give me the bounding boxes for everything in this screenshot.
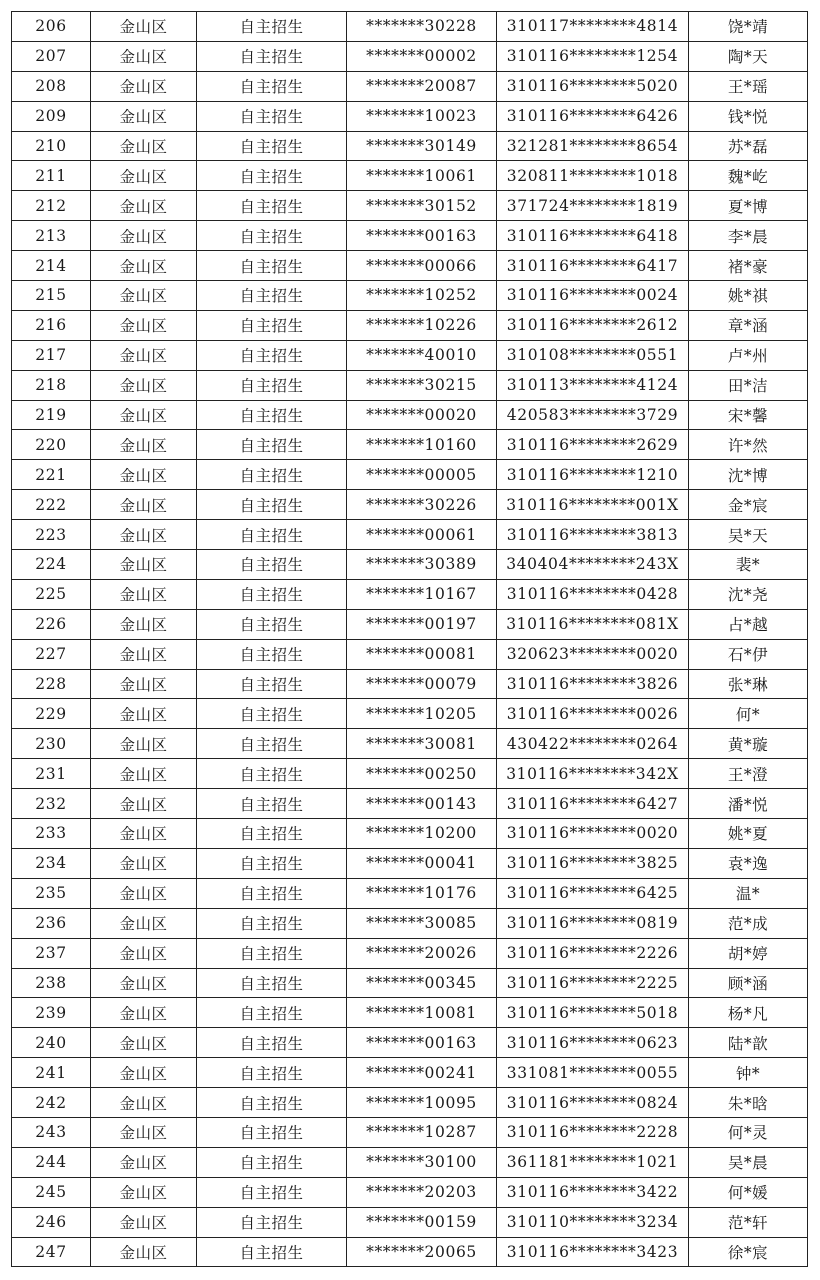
cell-name: 裴*	[689, 550, 808, 580]
cell-sequence-number: 221	[12, 460, 91, 490]
table-row	[12, 968, 808, 998]
table-row	[12, 1237, 808, 1267]
table-row	[12, 848, 808, 878]
cell-id-card: 310116********3423	[497, 1237, 689, 1267]
cell-id-card: 310117********4814	[497, 12, 689, 42]
cell-name: 钟*	[689, 1058, 808, 1088]
cell-exam-id: *******00197	[347, 609, 497, 639]
cell-sequence-number: 222	[12, 490, 91, 520]
cell-id-card: 310116********342X	[497, 759, 689, 789]
cell-admission-type: 自主招生	[197, 430, 347, 460]
cell-id-card: 310116********0020	[497, 819, 689, 849]
cell-name: 石*伊	[689, 639, 808, 669]
cell-district: 金山区	[91, 938, 197, 968]
cell-admission-type: 自主招生	[197, 191, 347, 221]
admission-list-table	[11, 11, 808, 1267]
cell-id-card: 310116********6417	[497, 251, 689, 281]
cell-name: 饶*靖	[689, 12, 808, 42]
cell-admission-type: 自主招生	[197, 71, 347, 101]
cell-district: 金山区	[91, 878, 197, 908]
cell-sequence-number: 220	[12, 430, 91, 460]
cell-admission-type: 自主招生	[197, 1058, 347, 1088]
table-row	[12, 460, 808, 490]
cell-id-card: 310116********0819	[497, 908, 689, 938]
table-row	[12, 669, 808, 699]
cell-admission-type: 自主招生	[197, 131, 347, 161]
cell-sequence-number: 243	[12, 1117, 91, 1147]
cell-district: 金山区	[91, 968, 197, 998]
table-row	[12, 998, 808, 1028]
cell-district: 金山区	[91, 1177, 197, 1207]
cell-district: 金山区	[91, 131, 197, 161]
cell-name: 苏*磊	[689, 131, 808, 161]
cell-admission-type: 自主招生	[197, 370, 347, 400]
cell-sequence-number: 226	[12, 609, 91, 639]
cell-sequence-number: 238	[12, 968, 91, 998]
cell-sequence-number: 219	[12, 400, 91, 430]
cell-name: 章*涵	[689, 310, 808, 340]
cell-district: 金山区	[91, 1207, 197, 1237]
cell-exam-id: *******10252	[347, 281, 497, 311]
cell-district: 金山区	[91, 12, 197, 42]
cell-exam-id: *******10160	[347, 430, 497, 460]
cell-sequence-number: 240	[12, 1028, 91, 1058]
cell-name: 胡*婷	[689, 938, 808, 968]
cell-district: 金山区	[91, 1028, 197, 1058]
table-row	[12, 699, 808, 729]
cell-sequence-number: 213	[12, 221, 91, 251]
table-row	[12, 191, 808, 221]
cell-id-card: 310116********001X	[497, 490, 689, 520]
cell-admission-type: 自主招生	[197, 1147, 347, 1177]
cell-id-card: 310116********0824	[497, 1088, 689, 1118]
cell-id-card: 310116********2228	[497, 1117, 689, 1147]
cell-id-card: 320811********1018	[497, 161, 689, 191]
cell-name: 卢*州	[689, 340, 808, 370]
cell-name: 王*澄	[689, 759, 808, 789]
cell-name: 陆*歆	[689, 1028, 808, 1058]
cell-district: 金山区	[91, 1147, 197, 1177]
cell-district: 金山区	[91, 579, 197, 609]
cell-admission-type: 自主招生	[197, 221, 347, 251]
cell-admission-type: 自主招生	[197, 609, 347, 639]
table-row	[12, 71, 808, 101]
cell-id-card: 310108********0551	[497, 340, 689, 370]
cell-admission-type: 自主招生	[197, 251, 347, 281]
cell-admission-type: 自主招生	[197, 281, 347, 311]
cell-name: 温*	[689, 878, 808, 908]
cell-exam-id: *******10205	[347, 699, 497, 729]
cell-id-card: 310116********3813	[497, 520, 689, 550]
table-row	[12, 908, 808, 938]
cell-id-card: 310116********6426	[497, 101, 689, 131]
cell-exam-id: *******30149	[347, 131, 497, 161]
cell-district: 金山区	[91, 609, 197, 639]
cell-sequence-number: 229	[12, 699, 91, 729]
cell-sequence-number: 212	[12, 191, 91, 221]
cell-id-card: 310110********3234	[497, 1207, 689, 1237]
cell-admission-type: 自主招生	[197, 639, 347, 669]
cell-id-card: 310116********6427	[497, 789, 689, 819]
cell-district: 金山区	[91, 191, 197, 221]
cell-name: 袁*逸	[689, 848, 808, 878]
table-row	[12, 1028, 808, 1058]
cell-district: 金山区	[91, 550, 197, 580]
cell-id-card: 310116********2612	[497, 310, 689, 340]
cell-admission-type: 自主招生	[197, 161, 347, 191]
cell-id-card: 340404********243X	[497, 550, 689, 580]
cell-exam-id: *******30228	[347, 12, 497, 42]
cell-id-card: 371724********1819	[497, 191, 689, 221]
cell-name: 占*越	[689, 609, 808, 639]
table-row	[12, 789, 808, 819]
cell-name: 何*媛	[689, 1177, 808, 1207]
cell-district: 金山区	[91, 430, 197, 460]
table-row	[12, 101, 808, 131]
table-row	[12, 490, 808, 520]
table-row	[12, 1177, 808, 1207]
cell-admission-type: 自主招生	[197, 878, 347, 908]
cell-sequence-number: 232	[12, 789, 91, 819]
table-row	[12, 161, 808, 191]
cell-sequence-number: 214	[12, 251, 91, 281]
cell-id-card: 310116********0024	[497, 281, 689, 311]
cell-admission-type: 自主招生	[197, 1177, 347, 1207]
cell-exam-id: *******30215	[347, 370, 497, 400]
cell-admission-type: 自主招生	[197, 101, 347, 131]
cell-exam-id: *******40010	[347, 340, 497, 370]
cell-exam-id: *******00081	[347, 639, 497, 669]
cell-sequence-number: 247	[12, 1237, 91, 1267]
cell-id-card: 310116********0428	[497, 579, 689, 609]
table-row	[12, 609, 808, 639]
table-row	[12, 221, 808, 251]
table-row	[12, 1058, 808, 1088]
table-row	[12, 520, 808, 550]
cell-admission-type: 自主招生	[197, 340, 347, 370]
cell-name: 朱*晗	[689, 1088, 808, 1118]
cell-district: 金山区	[91, 370, 197, 400]
table-row	[12, 579, 808, 609]
cell-admission-type: 自主招生	[197, 550, 347, 580]
table-row	[12, 550, 808, 580]
cell-name: 沈*博	[689, 460, 808, 490]
cell-exam-id: *******20087	[347, 71, 497, 101]
cell-name: 魏*屹	[689, 161, 808, 191]
cell-id-card: 310116********2225	[497, 968, 689, 998]
cell-sequence-number: 208	[12, 71, 91, 101]
cell-name: 范*成	[689, 908, 808, 938]
cell-sequence-number: 215	[12, 281, 91, 311]
cell-sequence-number: 227	[12, 639, 91, 669]
cell-name: 何*	[689, 699, 808, 729]
cell-name: 姚*祺	[689, 281, 808, 311]
cell-district: 金山区	[91, 71, 197, 101]
table-row	[12, 1207, 808, 1237]
cell-id-card: 310116********5020	[497, 71, 689, 101]
cell-name: 吴*晨	[689, 1147, 808, 1177]
cell-district: 金山区	[91, 460, 197, 490]
cell-exam-id: *******00061	[347, 520, 497, 550]
cell-sequence-number: 224	[12, 550, 91, 580]
cell-district: 金山区	[91, 520, 197, 550]
cell-exam-id: *******00079	[347, 669, 497, 699]
table-row	[12, 1117, 808, 1147]
cell-id-card: 310116********6425	[497, 878, 689, 908]
cell-district: 金山区	[91, 340, 197, 370]
cell-district: 金山区	[91, 161, 197, 191]
cell-id-card: 310116********0623	[497, 1028, 689, 1058]
cell-sequence-number: 244	[12, 1147, 91, 1177]
cell-id-card: 310116********3825	[497, 848, 689, 878]
cell-district: 金山区	[91, 310, 197, 340]
cell-name: 张*琳	[689, 669, 808, 699]
cell-exam-id: *******10176	[347, 878, 497, 908]
cell-sequence-number: 218	[12, 370, 91, 400]
cell-exam-id: *******30389	[347, 550, 497, 580]
table-row	[12, 729, 808, 759]
cell-admission-type: 自主招生	[197, 669, 347, 699]
cell-exam-id: *******00143	[347, 789, 497, 819]
table-row	[12, 370, 808, 400]
cell-admission-type: 自主招生	[197, 938, 347, 968]
cell-name: 陶*天	[689, 41, 808, 71]
cell-id-card: 310116********5018	[497, 998, 689, 1028]
cell-id-card: 430422********0264	[497, 729, 689, 759]
cell-exam-id: *******10200	[347, 819, 497, 849]
cell-name: 范*轩	[689, 1207, 808, 1237]
cell-name: 吴*天	[689, 520, 808, 550]
cell-sequence-number: 239	[12, 998, 91, 1028]
cell-exam-id: *******30152	[347, 191, 497, 221]
cell-name: 夏*博	[689, 191, 808, 221]
cell-name: 许*然	[689, 430, 808, 460]
cell-district: 金山区	[91, 400, 197, 430]
cell-sequence-number: 211	[12, 161, 91, 191]
cell-exam-id: *******30085	[347, 908, 497, 938]
cell-exam-id: *******00163	[347, 1028, 497, 1058]
cell-sequence-number: 233	[12, 819, 91, 849]
cell-sequence-number: 230	[12, 729, 91, 759]
table-row	[12, 340, 808, 370]
cell-name: 王*瑶	[689, 71, 808, 101]
cell-sequence-number: 245	[12, 1177, 91, 1207]
cell-id-card: 310116********1254	[497, 41, 689, 71]
cell-id-card: 310116********2226	[497, 938, 689, 968]
cell-exam-id: *******10061	[347, 161, 497, 191]
cell-sequence-number: 235	[12, 878, 91, 908]
cell-admission-type: 自主招生	[197, 41, 347, 71]
cell-id-card: 310116********3826	[497, 669, 689, 699]
cell-id-card: 310113********4124	[497, 370, 689, 400]
cell-district: 金山区	[91, 1088, 197, 1118]
table-row	[12, 938, 808, 968]
cell-admission-type: 自主招生	[197, 520, 347, 550]
cell-admission-type: 自主招生	[197, 819, 347, 849]
cell-id-card: 361181********1021	[497, 1147, 689, 1177]
cell-exam-id: *******00002	[347, 41, 497, 71]
cell-sequence-number: 236	[12, 908, 91, 938]
cell-name: 金*宸	[689, 490, 808, 520]
table-body	[12, 12, 808, 1267]
cell-sequence-number: 242	[12, 1088, 91, 1118]
cell-district: 金山区	[91, 908, 197, 938]
cell-exam-id: *******10081	[347, 998, 497, 1028]
cell-district: 金山区	[91, 1237, 197, 1267]
cell-admission-type: 自主招生	[197, 490, 347, 520]
cell-exam-id: *******20203	[347, 1177, 497, 1207]
cell-admission-type: 自主招生	[197, 1237, 347, 1267]
cell-district: 金山区	[91, 1117, 197, 1147]
table-row	[12, 310, 808, 340]
cell-name: 田*洁	[689, 370, 808, 400]
cell-district: 金山区	[91, 251, 197, 281]
cell-id-card: 310116********6418	[497, 221, 689, 251]
cell-exam-id: *******00041	[347, 848, 497, 878]
cell-exam-id: *******10095	[347, 1088, 497, 1118]
table-row	[12, 251, 808, 281]
table-row	[12, 759, 808, 789]
cell-sequence-number: 223	[12, 520, 91, 550]
cell-district: 金山区	[91, 789, 197, 819]
cell-district: 金山区	[91, 221, 197, 251]
cell-exam-id: *******00159	[347, 1207, 497, 1237]
table-row	[12, 41, 808, 71]
cell-sequence-number: 206	[12, 12, 91, 42]
cell-name: 黄*璇	[689, 729, 808, 759]
cell-id-card: 310116********1210	[497, 460, 689, 490]
cell-district: 金山区	[91, 819, 197, 849]
cell-district: 金山区	[91, 848, 197, 878]
cell-id-card: 310116********2629	[497, 430, 689, 460]
cell-admission-type: 自主招生	[197, 848, 347, 878]
cell-id-card: 321281********8654	[497, 131, 689, 161]
cell-district: 金山区	[91, 729, 197, 759]
cell-exam-id: *******00005	[347, 460, 497, 490]
cell-district: 金山区	[91, 1058, 197, 1088]
cell-sequence-number: 241	[12, 1058, 91, 1088]
cell-sequence-number: 216	[12, 310, 91, 340]
cell-admission-type: 自主招生	[197, 12, 347, 42]
cell-name: 褚*豪	[689, 251, 808, 281]
table-row	[12, 878, 808, 908]
table-row	[12, 819, 808, 849]
cell-exam-id: *******00241	[347, 1058, 497, 1088]
cell-admission-type: 自主招生	[197, 968, 347, 998]
cell-name: 沈*尧	[689, 579, 808, 609]
cell-exam-id: *******00345	[347, 968, 497, 998]
cell-exam-id: *******30100	[347, 1147, 497, 1177]
cell-id-card: 420583********3729	[497, 400, 689, 430]
cell-admission-type: 自主招生	[197, 1117, 347, 1147]
cell-admission-type: 自主招生	[197, 789, 347, 819]
cell-name: 何*灵	[689, 1117, 808, 1147]
cell-name: 钱*悦	[689, 101, 808, 131]
cell-sequence-number: 231	[12, 759, 91, 789]
cell-name: 姚*夏	[689, 819, 808, 849]
cell-admission-type: 自主招生	[197, 699, 347, 729]
cell-id-card: 310116********081X	[497, 609, 689, 639]
cell-district: 金山区	[91, 998, 197, 1028]
cell-admission-type: 自主招生	[197, 1207, 347, 1237]
cell-exam-id: *******00163	[347, 221, 497, 251]
cell-district: 金山区	[91, 490, 197, 520]
cell-id-card: 310116********3422	[497, 1177, 689, 1207]
table-row	[12, 281, 808, 311]
cell-sequence-number: 234	[12, 848, 91, 878]
table-row	[12, 1088, 808, 1118]
cell-sequence-number: 246	[12, 1207, 91, 1237]
cell-admission-type: 自主招生	[197, 460, 347, 490]
cell-name: 宋*馨	[689, 400, 808, 430]
cell-sequence-number: 225	[12, 579, 91, 609]
cell-name: 顾*涵	[689, 968, 808, 998]
cell-exam-id: *******10226	[347, 310, 497, 340]
cell-name: 徐*宸	[689, 1237, 808, 1267]
cell-exam-id: *******00250	[347, 759, 497, 789]
cell-district: 金山区	[91, 281, 197, 311]
cell-exam-id: *******20026	[347, 938, 497, 968]
cell-name: 李*晨	[689, 221, 808, 251]
cell-admission-type: 自主招生	[197, 400, 347, 430]
cell-district: 金山区	[91, 101, 197, 131]
cell-sequence-number: 209	[12, 101, 91, 131]
cell-district: 金山区	[91, 759, 197, 789]
cell-name: 潘*悦	[689, 789, 808, 819]
cell-admission-type: 自主招生	[197, 759, 347, 789]
cell-sequence-number: 217	[12, 340, 91, 370]
table-row	[12, 1147, 808, 1177]
cell-exam-id: *******10167	[347, 579, 497, 609]
cell-admission-type: 自主招生	[197, 1088, 347, 1118]
cell-name: 杨*凡	[689, 998, 808, 1028]
cell-exam-id: *******30226	[347, 490, 497, 520]
cell-sequence-number: 228	[12, 669, 91, 699]
cell-sequence-number: 210	[12, 131, 91, 161]
cell-exam-id: *******00020	[347, 400, 497, 430]
cell-admission-type: 自主招生	[197, 1028, 347, 1058]
cell-exam-id: *******20065	[347, 1237, 497, 1267]
cell-admission-type: 自主招生	[197, 579, 347, 609]
cell-admission-type: 自主招生	[197, 908, 347, 938]
cell-exam-id: *******10287	[347, 1117, 497, 1147]
cell-sequence-number: 207	[12, 41, 91, 71]
cell-exam-id: *******30081	[347, 729, 497, 759]
table-row	[12, 430, 808, 460]
cell-district: 金山区	[91, 669, 197, 699]
cell-admission-type: 自主招生	[197, 729, 347, 759]
table-row	[12, 131, 808, 161]
cell-id-card: 310116********0026	[497, 699, 689, 729]
cell-district: 金山区	[91, 639, 197, 669]
table-row	[12, 639, 808, 669]
cell-id-card: 320623********0020	[497, 639, 689, 669]
table-row	[12, 400, 808, 430]
cell-exam-id: *******10023	[347, 101, 497, 131]
cell-admission-type: 自主招生	[197, 998, 347, 1028]
cell-exam-id: *******00066	[347, 251, 497, 281]
cell-sequence-number: 237	[12, 938, 91, 968]
cell-admission-type: 自主招生	[197, 310, 347, 340]
cell-district: 金山区	[91, 699, 197, 729]
table-row	[12, 12, 808, 42]
cell-id-card: 331081********0055	[497, 1058, 689, 1088]
cell-district: 金山区	[91, 41, 197, 71]
